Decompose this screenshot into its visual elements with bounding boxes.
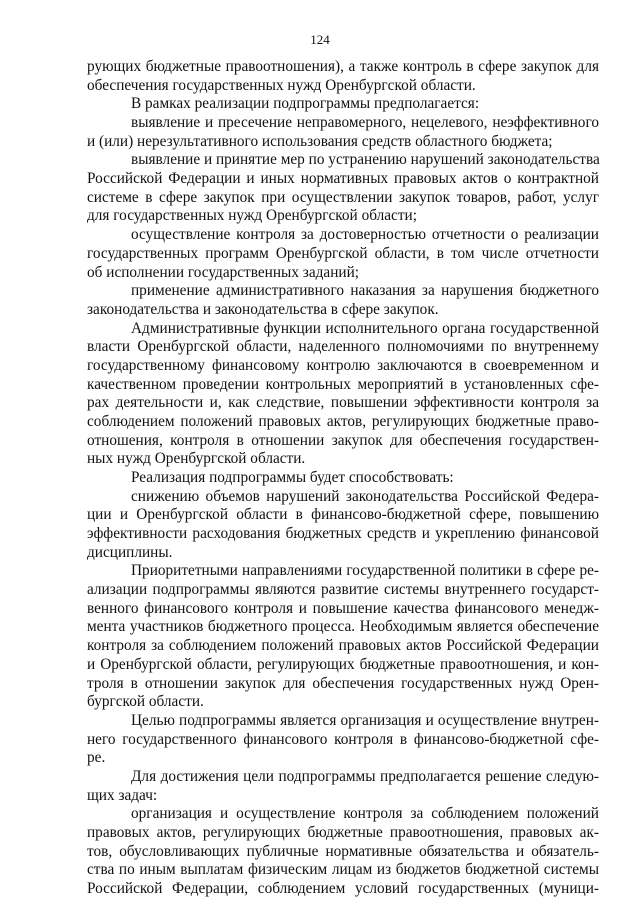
text-line: осуществление контроля за достоверностью отчетности о реализации	[131, 226, 599, 244]
text-line: тов, обусловливающих публичные нормативные обязательства и обязатель-	[87, 842, 599, 860]
text-line: В рамках реализации подпрограммы предполагается:	[131, 95, 480, 113]
text-line: Российской Федерации и иных нормативных правовых актов о контрактной	[87, 170, 599, 188]
text-line: рах деятельности и, как следствие, повышении эффективности контроля за	[87, 394, 599, 412]
text-line: власти Оренбургской области, наделенного полномочиями по внутреннему	[87, 338, 599, 356]
text-line: дисциплины.	[87, 543, 173, 561]
text-line: щих задач:	[87, 786, 158, 804]
text-line: контроля за соблюдением положений правовых актов Российской Федерации	[87, 637, 599, 655]
page-number: 124	[310, 32, 330, 47]
text-line: ных нужд Оренбургской области.	[87, 450, 306, 468]
text-line: троля в отношении закупок для обеспечения государственных нужд Орен-	[87, 674, 599, 692]
text-line: ре.	[87, 749, 106, 767]
text-line: применение административного наказания за нарушения бюджетного	[131, 282, 599, 300]
text-line: ализации подпрограммы являются развитие системы внутреннего государст-	[87, 581, 599, 599]
text-line: обеспечения государственных нужд Оренбургской области.	[87, 76, 476, 94]
text-line: государственных программ Оренбургской области, в том числе отчетности	[87, 244, 599, 262]
text-line: выявление и пресечение неправомерного, нецелевого, неэффективного	[131, 114, 599, 132]
text-line: выявление и принятие мер по устранению нарушений законодательства	[131, 151, 600, 169]
text-line: организация и осуществление контроля за соблюдением положений	[131, 805, 599, 823]
text-line: Российской Федерации, соблюдением условий государственных (муници-	[87, 880, 599, 897]
text-line: мента участников бюджетного процесса. Необходимым является обеспечение	[87, 618, 599, 636]
text-line: отношения, контроля в отношении закупок для обеспечения государствен-	[87, 431, 599, 449]
text-line: для государственных нужд Оренбургской области;	[87, 207, 417, 225]
text-line: Реализация подпрограммы будет способствовать:	[131, 469, 454, 486]
text-line: об исполнении государственных заданий;	[87, 263, 360, 281]
text-line: Приоритетными направлениями государственной политики в сфере ре-	[131, 562, 599, 580]
text-line: него государственного финансового контроля в финансово-бюджетной сфе-	[87, 730, 599, 748]
text-line: эффективности расходования бюджетных средств и укреплению финансовой	[87, 525, 599, 543]
text-line: ства по иным выплатам физическим лицам из бюджетов бюджетной системы	[87, 861, 599, 879]
text-line: правовых актов, регулирующих бюджетные правоотношения, правовых ак-	[87, 823, 599, 841]
text-line: законодательства и законодательства в сфере закупок.	[87, 300, 439, 318]
text-line: качественном проведении контрольных мероприятий в установленных сфе-	[87, 375, 599, 393]
text-line: Для достижения цели подпрограммы предполагается решение следую-	[131, 767, 599, 785]
text-line: системе в сфере закупок при осуществлении закупок товаров, работ, услуг	[87, 188, 599, 206]
text-line: ции и Оренбургской области в финансово-бюджетной сфере, повышению	[87, 506, 599, 524]
text-line: Административные функции исполнительного органа государственной	[131, 319, 599, 337]
text-line: соблюдением положений правовых актов, регулирующих бюджетные право-	[87, 412, 599, 430]
text-line: и Оренбургской области, регулирующих бюджетные правоотношения, и кон-	[87, 655, 599, 673]
text-line: венного финансового контроля и повышение качества финансового менедж-	[87, 599, 599, 617]
text-line: Целью подпрограммы является организация и осуществление внутрен-	[131, 711, 599, 729]
text-line: снижению объемов нарушений законодательства Российской Федера-	[131, 487, 599, 505]
text-line: бургской области.	[87, 693, 204, 711]
text-line: и (или) нерезультативного использования средств областного бюджета;	[87, 132, 553, 150]
text-line: рующих бюджетные правоотношения), а также контроль в сфере закупок для	[87, 58, 599, 75]
text-line: государственному финансовому контролю заключаются в своевременном и	[87, 356, 599, 374]
